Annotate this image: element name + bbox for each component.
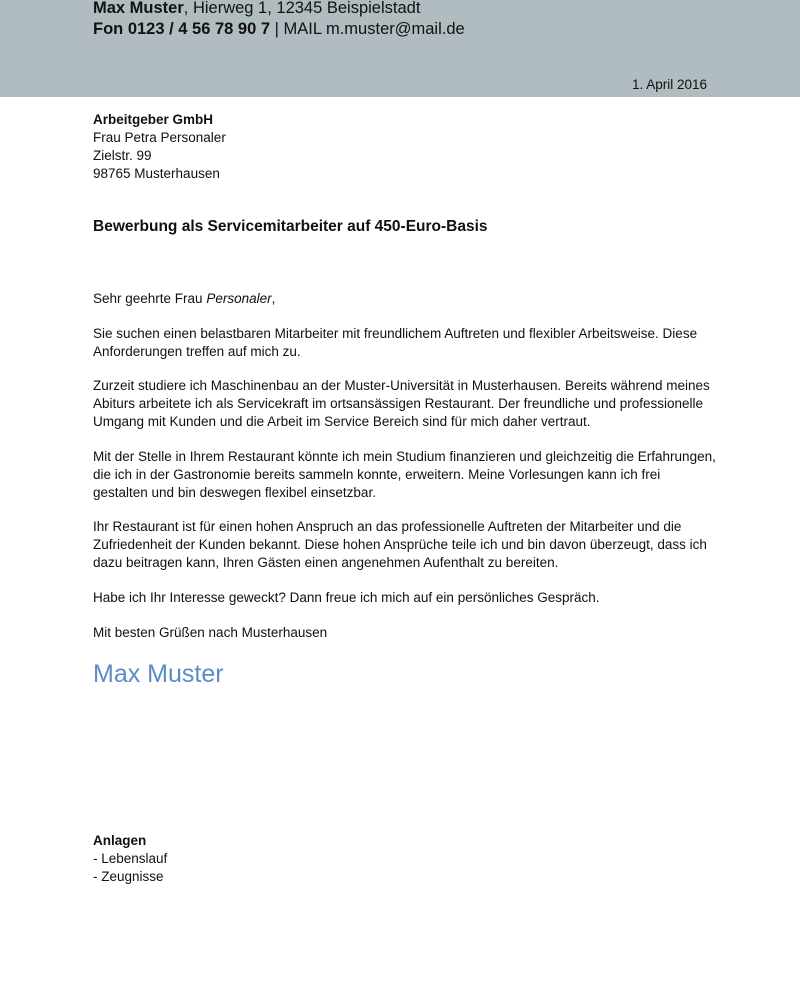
- salutation-name: Personaler: [206, 291, 272, 306]
- paragraph-line: Habe ich Ihr Interesse geweckt? Dann freue ich mich auf ein persönliches Gespräch.: [93, 590, 600, 605]
- recipient-contact: Frau Petra Personaler: [93, 130, 226, 145]
- sender-contact-line: [93, 19, 465, 39]
- closing-formula: Mit besten Grüßen nach Musterhausen: [93, 625, 328, 640]
- paragraph-line: Umgang mit Kunden und die Arbeit im Service Bereich sind für mich daher vertraut.: [93, 414, 591, 429]
- body-paragraph-4: [93, 518, 718, 572]
- sender-name-address-line: [93, 0, 420, 18]
- letter-subject: Bewerbung als Servicemitarbeiter auf 450-Euro-Basis: [93, 218, 488, 235]
- letter-date: 1. April 2016: [631, 77, 707, 92]
- paragraph-line: Zufriedenheit der Kunden bekannt. Diese hohen Ansprüche teile ich und bin davon überzeugt, dass ich: [93, 537, 707, 552]
- attachment-item: - Zeugnisse: [93, 869, 164, 884]
- attachment-item: - Lebenslauf: [93, 851, 168, 866]
- body-paragraph-3: [93, 448, 718, 502]
- sender-email: MAIL m.muster@mail.de: [283, 20, 465, 38]
- paragraph-line: Anforderungen treffen auf mich zu.: [93, 344, 301, 359]
- recipient-address: [93, 111, 718, 183]
- sender-address: , Hierweg 1, 12345 Beispielstadt: [183, 0, 421, 17]
- paragraph-line: gestalten und bin deswegen flexibel einsetzbar.: [93, 485, 376, 500]
- body-paragraph-5: [93, 589, 718, 607]
- sender-name: Max Muster: [93, 0, 184, 17]
- sender-phone: Fon 0123 / 4 56 78 90 7: [93, 20, 271, 38]
- contact-separator: |: [270, 20, 284, 38]
- body-paragraph-2: [93, 377, 718, 431]
- recipient-company: Arbeitgeber GmbH: [93, 112, 214, 127]
- paragraph-line: Ihr Restaurant ist für einen hohen Anspruch an das professionelle Auftreten der Mitarbeiter und die: [93, 519, 682, 534]
- paragraph-line: Sie suchen einen belastbaren Mitarbeiter mit freundlichem Auftreten und flexibler Arbeitsweise. Diese: [93, 326, 698, 341]
- salutation: [93, 290, 718, 308]
- signature-name: Max Muster: [93, 660, 224, 688]
- recipient-city: 98765 Musterhausen: [93, 166, 220, 181]
- paragraph-line: dazu beitragen kann, Ihren Gästen einen angenehmen Aufenthalt zu bereiten.: [93, 555, 559, 570]
- salutation-suffix: ,: [271, 291, 276, 306]
- recipient-street: Zielstr. 99: [93, 148, 152, 163]
- paragraph-line: die ich in der Gastronomie bereits sammeln konnte, erweitern. Meine Vorlesungen kann ich frei: [93, 467, 661, 482]
- salutation-prefix: Sehr geehrte Frau: [93, 291, 207, 306]
- attachments-section: [93, 832, 718, 886]
- paragraph-line: Zurzeit studiere ich Maschinenbau an der Muster-Universität in Musterhausen. Bereits während meines: [93, 378, 710, 393]
- paragraph-line: Mit der Stelle in Ihrem Restaurant könnte ich mein Studium finanzieren und gleichzeitig die Erfahrungen,: [93, 449, 716, 464]
- body-paragraph-1: [93, 325, 718, 361]
- paragraph-line: Abiturs arbeitete ich als Servicekraft im ortsansässigen Restaurant. Der freundliche und professionelle: [93, 396, 704, 411]
- attachments-heading: Anlagen: [93, 833, 147, 848]
